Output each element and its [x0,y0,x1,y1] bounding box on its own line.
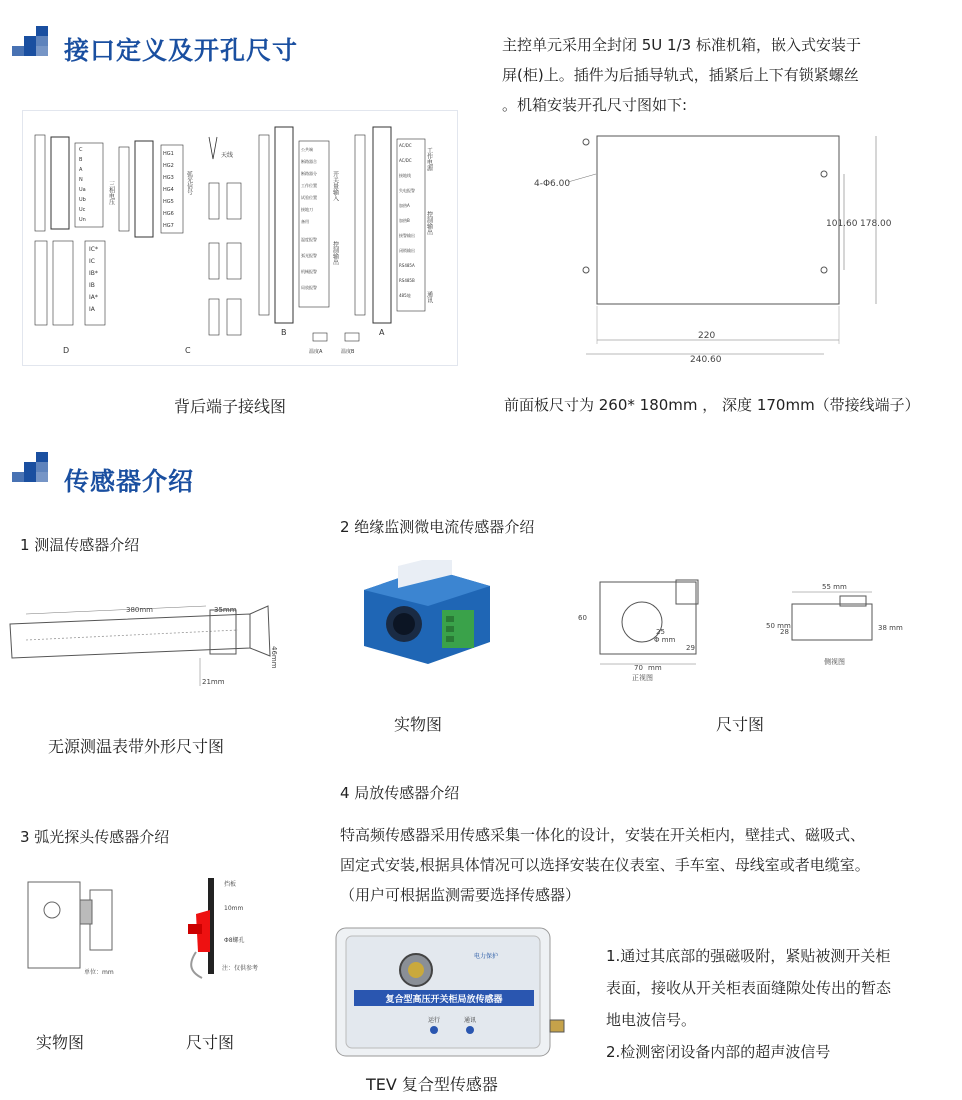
arc-dim-caption: 尺寸图 [186,1033,235,1052]
c-terminal-label: HG6 [163,211,174,217]
a-terminal-label: RS485A [399,263,415,268]
insulation-photo-caption: 实物图 [394,715,443,734]
pd-desc-line: 特高频传感器采用传感采集一体化的设计，安装在开关柜内，壁挂式、磁吸式、 [340,826,866,844]
d-terminal-label: Uc [79,207,86,213]
tev-point: 表面，接收从开关柜表面缝隙处传出的暂态 [606,979,892,997]
a-side-label-3: 通讯 [425,291,433,303]
c-terminal-label: HG2 [163,163,174,169]
d-terminal-label: B [79,157,83,163]
arc-photo-caption: 实物图 [36,1033,85,1052]
d-current-label: IB [89,282,95,289]
insulation-sensor-photo [358,560,494,670]
a-terminal-label: 加热B [399,218,410,223]
a-terminal-label: AC/DC [399,158,412,163]
d-current-label: IC* [89,246,98,253]
arc-sensor-title: 3 弧光探头传感器介绍 [20,828,170,846]
temp-a-label: 温度A [309,349,323,355]
a-terminal-label: AC/DC [399,143,412,148]
side-r: 29 [686,644,695,652]
d-terminal-label: C [79,147,83,153]
tev-point: 2.检测密闭设备内部的超声波信号 [606,1043,831,1061]
insulation-sensor-dimensions [568,574,904,690]
arc-unit: 单位：mm [84,969,114,976]
d-terminal-label: A [79,167,83,173]
a-side-label-1: 工作电源 [425,147,433,171]
b-terminal-label: 公共端 [301,147,313,152]
b-side-label-1: 开关量输入 [331,171,339,201]
d-current-label: IC [89,258,95,265]
tev-point: 1.通过其底部的强磁吸附，紧贴被测开关柜 [606,947,891,965]
band-thickness: 21mm [202,678,225,686]
b-terminal-label: 断路器合 [301,159,317,164]
arc-label-a: 挡板 [224,881,237,888]
outer-height-dimension: 178.00 [860,219,892,229]
wiring-caption: 背后端子接线图 [174,397,287,416]
arc-sensor-install-drawing [178,872,288,980]
tev-led-comm: 通讯 [464,1017,477,1024]
d-terminal-label: N [79,177,83,183]
rear-terminal-wiring-diagram [22,110,458,366]
d-current-label: IA* [89,294,98,301]
a-side-label-2: 控制输出 [425,211,433,235]
b-terminal-label: 断路器分 [301,171,317,176]
front-width: 70 [634,664,643,672]
pd-sensor-description [340,820,956,910]
inner-width-dimension: 220 [698,331,716,341]
desc-line: 主控单元采用全封闭 5U 1/3 标准机箱，嵌入式安装于 [502,36,861,54]
b-terminal-label: 工作位置 [301,183,317,188]
outer-width-dimension: 240.60 [690,355,722,364]
side-inner: 28 [780,628,789,636]
section-title-sensors: 传感器介绍 [64,467,195,496]
arc-label-d: 注：仅供参考 [222,965,259,972]
hole-dia: 25 [656,628,665,636]
band-height: 46mm [270,646,278,669]
c-side-label: 弧光信号 [185,171,193,195]
arc-label-b: 10mm [224,905,244,912]
a-terminal-label: 485地 [399,293,411,298]
section1-description [502,30,942,120]
hole-dimension: 4-Φ6.00 [534,179,571,189]
b-output-label: 局放报警 [301,285,317,290]
a-terminal-label: 失电报警 [399,188,415,193]
b-side-label-2: 控制输出 [331,241,339,265]
insulation-dim-caption: 尺寸图 [716,715,765,734]
a-terminal-label: 接警输出 [399,233,415,238]
head-width: 35mm [214,606,237,614]
tev-point: 地电波信号。 [606,1011,697,1029]
tev-caption: TEV 复合型传感器 [366,1075,498,1094]
tev-points [606,940,952,1068]
tev-led-run: 运行 [428,1017,441,1024]
pd-desc-line: （用户可根据监测需要选择传感器） [340,886,581,904]
tev-device-label: 复合型高压开关柜局放传感器 [385,995,503,1005]
desc-line: 屏(柜)上。插件为后插导轨式，插紧后上下有锁紧螺丝 [502,66,859,84]
temp-b-label: 温度B [341,349,355,355]
side-width: 55 mm [822,583,847,591]
b-terminal-label: 备用 [301,219,309,224]
a-terminal-label: 闭锁输出 [399,248,415,253]
pd-desc-line: 固定式安装,根据具体情况可以选择安装在仪表室、手车室、母线室或者电缆室。 [340,856,870,874]
section-logo-icon [6,452,52,492]
b-output-label: 温度报警 [301,237,317,242]
c-terminal-label: HG5 [163,199,174,205]
front-height: 60 [578,614,587,622]
panel-cutout-drawing [530,128,910,364]
d-terminal-label: Ub [79,197,86,203]
c-terminal-label: HG1 [163,151,174,157]
antenna-label: 天线 [221,152,234,159]
antenna-and-relays [209,137,241,335]
c-terminal-label: HG3 [163,175,174,181]
pd-sensor-title: 4 局放传感器介绍 [340,784,460,802]
insulation-sensor-title: 2 绝缘监测微电流传感器介绍 [340,518,535,536]
b-terminal-label: 试验位置 [301,195,317,200]
section-logo-icon [6,26,52,66]
band-length: 380mm [126,606,153,614]
block-b-label: B [281,328,287,337]
block-c-label: C [185,346,191,355]
terminal-block-b [259,127,339,355]
desc-line: 。机箱安装开孔尺寸图如下: [502,96,688,114]
tev-sensor-photo [334,924,568,1060]
tev-brand: 电力保护 [474,953,499,960]
b-output-label: 弧光报警 [301,253,317,258]
side-height: 50 mm [766,622,791,630]
arc-sensor-drawing [12,870,132,980]
terminal-block-a [341,127,433,355]
b-terminal-label: 接地刀 [301,207,313,212]
block-d-label: D [63,346,70,355]
temp-sensor-title: 1 测温传感器介绍 [20,536,140,554]
b-output-label: 机械报警 [301,269,317,274]
d-terminal-label: Un [79,217,86,223]
d-current-label: IA [89,306,95,313]
d-side-label: 三相电压 [107,181,115,205]
arc-label-c: Φ8螺孔 [224,937,245,944]
a-terminal-label: 接地线 [399,173,411,178]
front-width-unit: mm [648,664,662,672]
c-terminal-label: HG4 [163,187,174,193]
inner-height-dimension: 101.60 [826,219,858,229]
a-terminal-label: 加热A [399,203,410,208]
block-a-label: A [379,328,385,337]
temp-sensor-drawing [6,600,294,692]
side-view-label: 侧视图 [824,658,845,666]
d-terminal-label: Ua [79,187,86,193]
hole-unit: Φ mm [654,636,676,644]
panel-caption: 前面板尺寸为 260* 180mm ， 深度 170mm（带接线端子） [504,396,920,414]
section-title-interface: 接口定义及开孔尺寸 [64,36,299,65]
a-terminal-label: RS485B [399,278,415,283]
d-current-label: IB* [89,270,98,277]
terminal-block-c [119,141,193,355]
c-terminal-label: HG7 [163,223,174,229]
temp-sensor-caption: 无源测温表带外形尺寸图 [48,737,225,756]
front-view-label: 正视图 [632,674,653,682]
side-height-2: 38 mm [878,624,903,632]
terminal-block-d [35,135,115,355]
